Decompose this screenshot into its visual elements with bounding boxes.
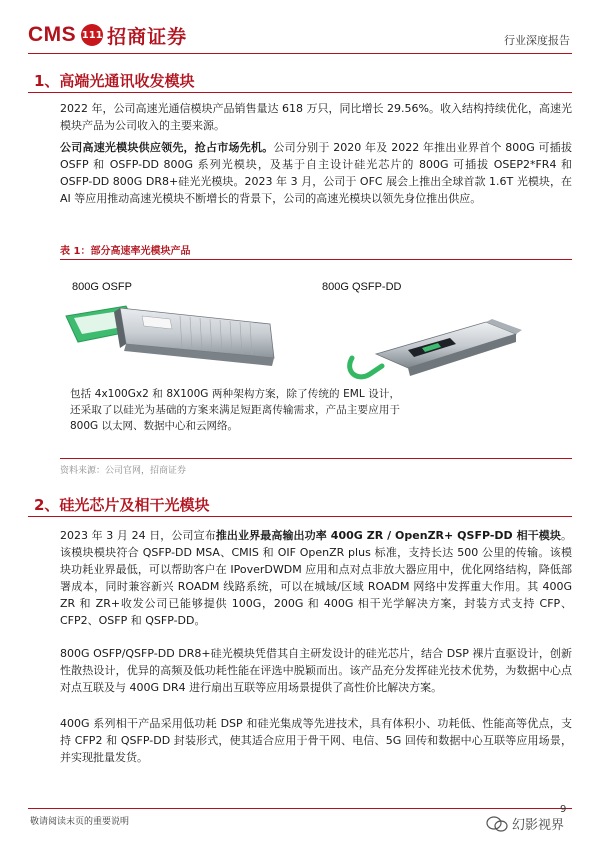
footer-divider	[28, 808, 572, 809]
table-1-col-2-label: 800G QSFP-DD	[322, 281, 402, 293]
section-1-paragraph-2	[60, 139, 572, 207]
company-logo	[28, 22, 187, 48]
page-number: 9	[560, 804, 567, 815]
logo-chinese-text: 招商证券	[107, 25, 188, 48]
section-2-paragraph-1-highlight: 推出业界最高输出功率 400G ZR / OpenZR+ QSFP-DD 相干模块	[215, 529, 561, 542]
header-divider	[28, 53, 572, 54]
section-2-title: 2、硅光芯片及相干光模块	[34, 496, 210, 514]
section-1-divider	[28, 92, 572, 93]
osfp-module-image	[60, 296, 290, 378]
table-1-col-1-label: 800G OSFP	[72, 281, 132, 293]
table-1-title: 表 1：部分高速率光模块产品	[60, 246, 191, 257]
section-2-paragraph-1	[60, 527, 572, 629]
logo-cms-text: CMS	[28, 23, 77, 46]
chat-bubble-icon	[486, 815, 508, 833]
section-2-divider	[28, 516, 572, 517]
section-1-paragraph-1: 2022 年，公司高速光通信模块产品销售量达 618 万只，同比增长 29.56%。收入结构持续优化，高速光模块产品为公司收入的主要来源。	[60, 102, 572, 132]
watermark	[486, 814, 564, 833]
section-2-paragraph-1-body: 。该模块模块符合 QSFP-DD MSA、CMIS 和 OIF OpenZR plus 标准，支持长达 500 公里的传输。该模块功耗业界最低，可以帮助客户在 IPoverDWDM 应用和点对点非放大器应用中，优化网络结构，降低部署成本，同时兼容新兴 ROADM 线路系统，可以在城域/区域 ROADM 网络中发挥重大作用。其 400G ZR 和 ZR+收发公司已能够提供 100G，200G 和 400G 相干光学解决方案，封装方式支持 CFP、CFP2、OSFP 和 QSFP-DD。	[60, 529, 572, 627]
table-1-bottom-rule	[60, 458, 572, 459]
logo-badge-icon: 111	[81, 24, 103, 46]
section-1-paragraph-2-lead: 公司高速光模块供应领先，抢占市场先机。	[60, 141, 274, 154]
table-1-top-rule	[60, 259, 572, 260]
qsfp-dd-module-image	[346, 316, 526, 386]
table-1-source: 资料来源：公司官网，招商证券	[60, 466, 187, 476]
section-1-paragraph-2-body: 公司分别于 2020 年及 2022 年推出业界首个 800G 可插拔 OSFP 和 OSFP-DD 800G 系列光模块，及基于自主设计硅光芯片的 800G 可插拔 OSEP2*FR4 和 OSFP-DD 800G DR8+硅光光模块。2023 年 3 月，公司于 OFC 展会上推出全球首款 1.6T 光模块，在 AI 等应用推动高速光模块不断增长的背景下，公司的高速光模块以领先身位推出供应。	[60, 141, 572, 205]
section-2-paragraph-1-lead: 2023 年 3 月 24 日，公司宣布	[60, 529, 216, 542]
section-1-title: 1、高端光通讯收发模块	[34, 72, 195, 90]
section-2-paragraph-2: 800G OSFP/QSFP-DD DR8+硅光模块凭借其自主研发设计的硅光芯片，结合 DSP 裸片直驱设计，创新性散热设计，优异的高频及低功耗性能在评选中脱颖而出。该产品充分发挥硅光技术优势，为数据中心点对点互联及与 400G DR4 进行扇出互联等应用场景提供了高性价比解决方案。	[60, 647, 572, 694]
table-1-description: 包括 4x100Gx2 和 8X100G 两种架构方案，除了传统的 EML 设计，还采取了以硅光为基础的方案来满足短距离传输需求，产品主要应用于 800G 以太网、数据中心和云网络。	[70, 388, 400, 432]
report-type: 行业深度报告	[504, 34, 570, 47]
watermark-text: 幻影视界	[512, 818, 565, 833]
section-2-paragraph-3: 400G 系列相干产品采用低功耗 DSP 和硅光集成等先进技术，具有体积小、功耗低、性能高等优点，支持 CFP2 和 QSFP-DD 封装形式，使其适合应用于骨干网、电信、5G 回传和数据中心互联等应用场景，并实现批量发货。	[60, 717, 572, 764]
footer-disclaimer: 敬请阅读末页的重要说明	[30, 817, 130, 827]
